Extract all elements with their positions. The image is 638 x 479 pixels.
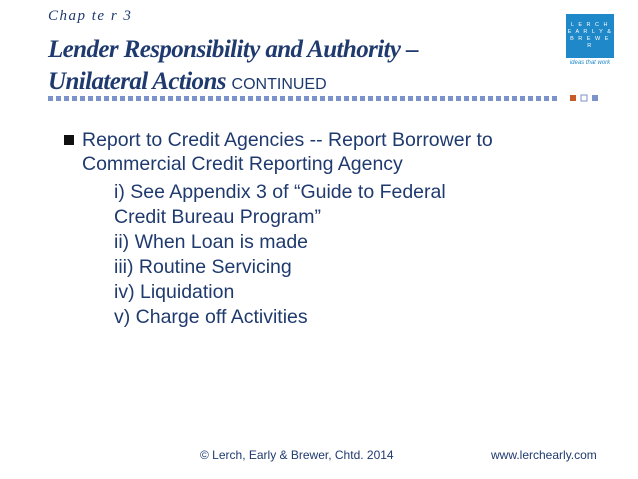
divider-dot (344, 96, 349, 101)
divider-dot (456, 96, 461, 101)
divider-dot (480, 96, 485, 101)
divider-dot (144, 96, 149, 101)
divider-dot (168, 96, 173, 101)
divider-dot (240, 96, 245, 101)
divider-dot (416, 96, 421, 101)
divider-accent-square (592, 95, 598, 101)
title-line-1: Lender Responsibility and Authority – (48, 36, 418, 63)
title-line-2-text: Unilateral Actions (48, 68, 226, 95)
divider-dot (504, 96, 509, 101)
divider-dot (104, 96, 109, 101)
divider-dot (512, 96, 517, 101)
divider-dot (48, 96, 53, 101)
divider-dot (248, 96, 253, 101)
divider-outline-square (581, 95, 587, 101)
divider-dot (72, 96, 77, 101)
divider-dot (96, 96, 101, 101)
logo-line-2: E A R L Y & (567, 29, 613, 35)
divider-dot (304, 96, 309, 101)
sub-item: i) See Appendix 3 of “Guide to Federal (114, 181, 446, 203)
divider-dot (496, 96, 501, 101)
divider-dot (536, 96, 541, 101)
footer-website-link[interactable]: www.lerchearly.com (491, 448, 597, 462)
sub-item: v) Charge off Activities (114, 306, 308, 328)
divider-dot (528, 96, 533, 101)
divider-dot (472, 96, 477, 101)
divider-dot (288, 96, 293, 101)
divider-dot (448, 96, 453, 101)
divider-dot (152, 96, 157, 101)
divider-dot (312, 96, 317, 101)
divider-dot (272, 96, 277, 101)
divider-dot (264, 96, 269, 101)
divider-dot (232, 96, 237, 101)
divider-dot (320, 96, 325, 101)
slide-title (48, 34, 518, 101)
footer-copyright: © Lerch, Early & Brewer, Chtd. 2014 (200, 448, 394, 462)
divider-dot (384, 96, 389, 101)
divider-dot (552, 96, 557, 101)
divider-dot (160, 96, 165, 101)
sub-item: ii) When Loan is made (114, 231, 309, 253)
bullet-line-2: Commercial Credit Reporting Agency (82, 153, 403, 175)
divider-dot (128, 96, 133, 101)
divider-accent-square (570, 95, 576, 101)
divider-dot (208, 96, 213, 101)
divider-dot (408, 96, 413, 101)
divider-dot (256, 96, 261, 101)
divider-dot (56, 96, 61, 101)
divider-dot (400, 96, 405, 101)
divider-dot (432, 96, 437, 101)
logo-line-3: B R E W E R (570, 36, 610, 49)
divider-dot (192, 96, 197, 101)
sub-item: iii) Routine Servicing (114, 256, 292, 278)
logo-tagline: ideas that work (569, 60, 611, 66)
divider-dot (136, 96, 141, 101)
divider-dot (424, 96, 429, 101)
divider-dot (544, 96, 549, 101)
divider-dot (88, 96, 93, 101)
divider-dot (392, 96, 397, 101)
divider-dot (112, 96, 117, 101)
sub-item-list (114, 180, 574, 330)
divider-dot (336, 96, 341, 101)
divider-dot (328, 96, 333, 101)
divider-dot (176, 96, 181, 101)
divider-dot (464, 96, 469, 101)
divider-dot (520, 96, 525, 101)
divider-dot (216, 96, 221, 101)
company-logo (566, 14, 614, 58)
divider-dot (280, 96, 285, 101)
divider-dot (352, 96, 357, 101)
divider-dot (64, 96, 69, 101)
divider-dot (368, 96, 373, 101)
divider-dot (200, 96, 205, 101)
divider-dot (376, 96, 381, 101)
chapter-label: Chap te r 3 (48, 8, 133, 24)
logo-line-1: L E R C H (570, 22, 610, 28)
divider-dot (120, 96, 125, 101)
header-divider (48, 93, 618, 103)
divider-dot (80, 96, 85, 101)
divider-dot (296, 96, 301, 101)
square-bullet-icon (64, 135, 74, 145)
divider-dot (224, 96, 229, 101)
sub-item: iv) Liquidation (114, 281, 235, 303)
bullet-item (82, 128, 582, 176)
divider-dot (440, 96, 445, 101)
divider-dot (360, 96, 365, 101)
divider-dot (184, 96, 189, 101)
title-continued-label: CONTINUED (231, 76, 327, 93)
divider-dot (488, 96, 493, 101)
sub-item: Credit Bureau Program” (114, 206, 321, 228)
bullet-line-1: Report to Credit Agencies -- Report Borrower to (82, 129, 493, 151)
